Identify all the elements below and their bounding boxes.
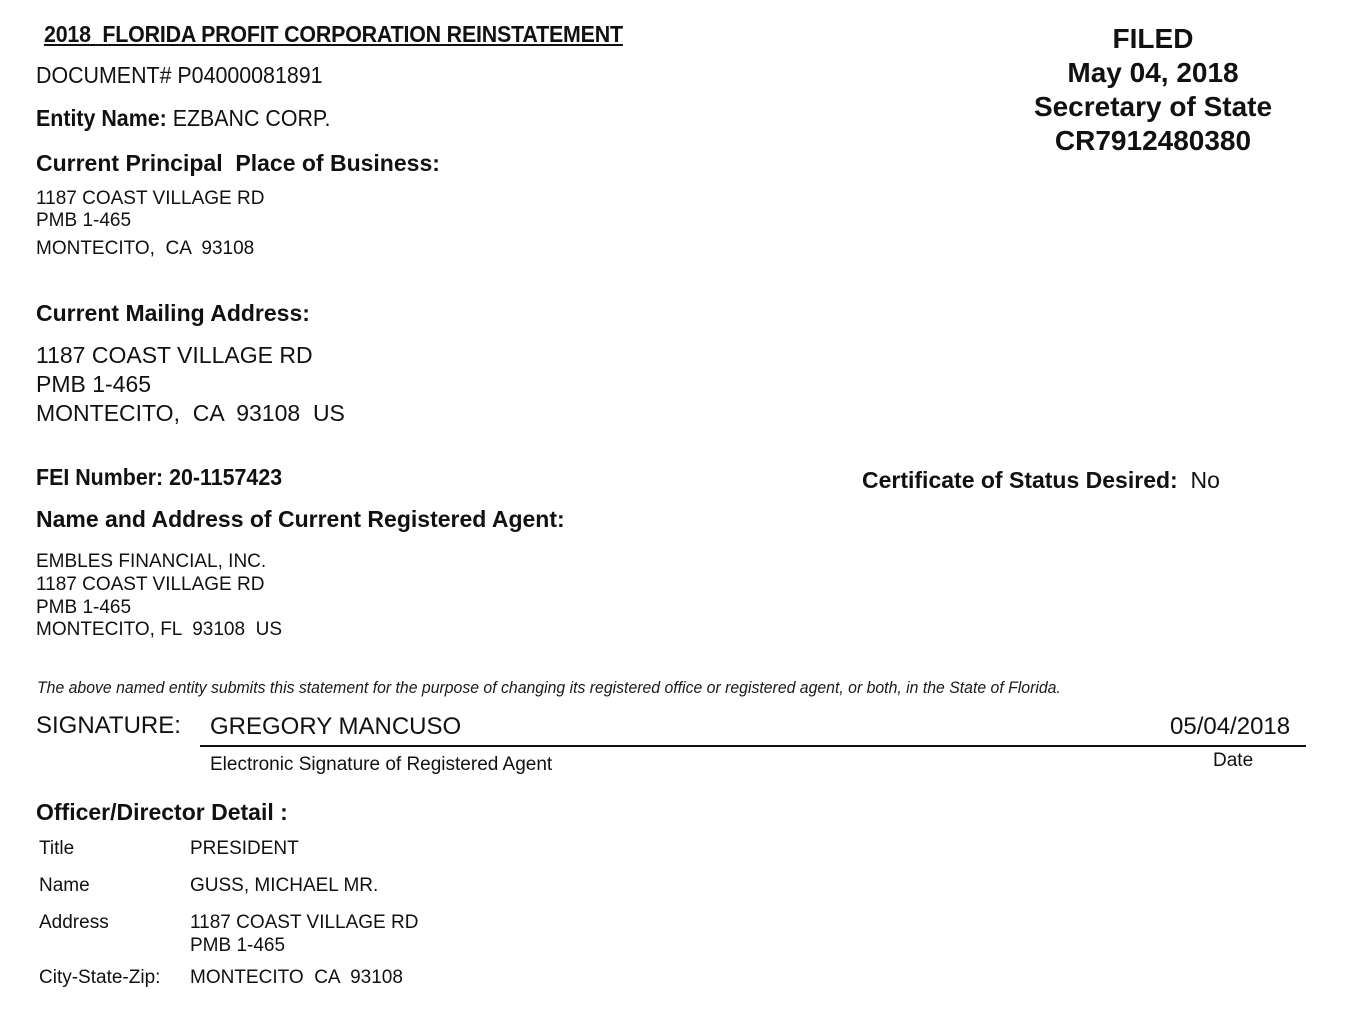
document-number-label: DOCUMENT# [36,62,172,88]
document-title: 2018 FLORIDA PROFIT CORPORATION REINSTATEMENT [44,21,623,47]
officer-city-state-zip-label: City-State-Zip: [39,967,161,988]
mailing-address-line2: PMB 1-465 [36,371,152,397]
entity-name-label: Entity Name: [36,105,167,131]
officer-title-value: PRESIDENT [190,838,299,859]
certificate-status-line [862,467,1220,494]
officer-city-state-zip-value: MONTECITO CA 93108 [190,967,403,988]
officer-address-label: Address [39,912,109,933]
principal-address-line1: 1187 COAST VILLAGE RD [36,188,265,209]
certificate-status-value: No [1190,467,1220,493]
principal-place-heading: Current Principal Place of Business: [36,150,440,176]
officer-name-value: GUSS, MICHAEL MR. [190,875,379,896]
mailing-address-line1: 1187 COAST VILLAGE RD [36,342,313,368]
mailing-address-heading: Current Mailing Address: [36,300,310,326]
fei-number: 20-1157423 [169,464,283,490]
filed-stamp [1010,22,1296,158]
principal-address-line3: MONTECITO, CA 93108 [36,238,255,259]
signature-caption: Electronic Signature of Registered Agent [210,754,553,775]
certificate-status-label: Certificate of Status Desired: [862,467,1178,493]
registered-agent-line3: PMB 1-465 [36,597,132,618]
document-number-line [36,62,323,89]
officer-name-label: Name [39,875,90,896]
date-caption: Date [1213,750,1254,771]
filed-status: FILED [1112,23,1194,54]
filed-office: Secretary of State [1033,91,1273,122]
officer-title-label: Title [39,838,75,859]
document-number: P04000081891 [177,62,323,88]
signature-line [200,745,1306,747]
signature-date: 05/04/2018 [1170,713,1291,740]
statement-text: The above named entity submits this statement for the purpose of changing its registered office or registered agent, or both, in the State of Florida. [37,678,1061,697]
entity-name: EZBANC CORP. [172,105,331,131]
principal-address-line2: PMB 1-465 [36,210,132,231]
entity-name-line [36,105,330,132]
signature-label: SIGNATURE: [36,712,181,739]
officer-address-line2: PMB 1-465 [190,935,286,956]
mailing-address-line3: MONTECITO, CA 93108 US [36,400,345,426]
fei-number-line [36,464,282,491]
officer-heading: Officer/Director Detail : [36,799,288,825]
filed-date: May 04, 2018 [1067,57,1239,88]
registered-agent-line4: MONTECITO, FL 93108 US [36,619,283,640]
registered-agent-heading: Name and Address of Current Registered Agent: [36,506,565,532]
filed-code: CR7912480380 [1054,125,1252,156]
registered-agent-line1: EMBLES FINANCIAL, INC. [36,551,267,572]
fei-number-label: FEI Number: [36,464,164,490]
officer-address-line1: 1187 COAST VILLAGE RD [190,912,419,933]
registered-agent-line2: 1187 COAST VILLAGE RD [36,574,265,595]
signature-name: GREGORY MANCUSO [210,713,462,740]
